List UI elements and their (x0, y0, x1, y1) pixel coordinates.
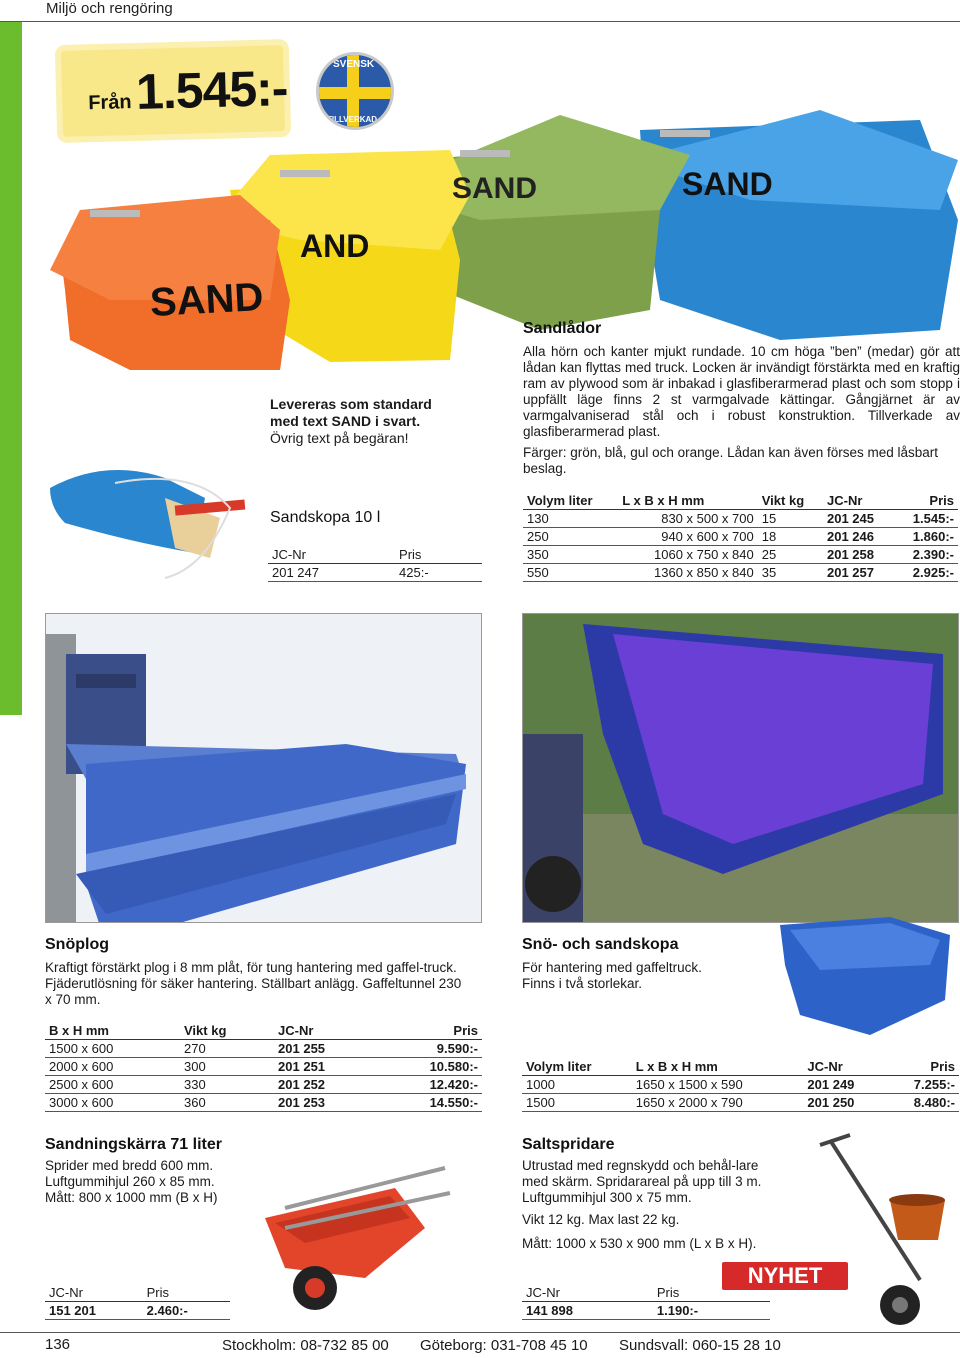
table-cell: 1.190:- (653, 1302, 770, 1320)
snoskopa-small-photo (760, 905, 960, 1045)
table-header: JC-Nr (803, 1058, 885, 1076)
table-cell: 330 (180, 1076, 274, 1094)
saltspridare-table (522, 1284, 770, 1320)
table-cell: 130 (523, 510, 618, 528)
table-cell: 250 (523, 528, 618, 546)
footer-goteborg: Göteborg: 031-708 45 10 (420, 1337, 588, 1354)
table-cell: 201 250 (803, 1094, 885, 1112)
snoplog-photo (45, 613, 482, 923)
table-header: Vikt kg (180, 1022, 274, 1040)
table-cell: 1650 x 1500 x 590 (632, 1076, 804, 1094)
table-row (45, 1076, 482, 1094)
table-row (523, 510, 958, 528)
table-header: JC-Nr (823, 492, 894, 510)
snoskopa-table (522, 1058, 959, 1112)
table-header: Volym liter (522, 1058, 632, 1076)
table-cell: 201 245 (823, 510, 894, 528)
table-header: JC-Nr (45, 1284, 143, 1302)
table-cell: 9.590:- (377, 1040, 482, 1058)
table-cell: 1500 x 600 (45, 1040, 180, 1058)
table-header: L x B x H mm (632, 1058, 804, 1076)
snoskopa-body: För hantering med gaffeltruck. Finns i två storlekar. (522, 960, 702, 991)
table-cell: 35 (758, 564, 823, 582)
table-cell: 201 257 (823, 564, 894, 582)
table-cell: 1.545:- (894, 510, 958, 528)
table-cell: 425:- (395, 564, 482, 582)
table-cell: 25 (758, 546, 823, 564)
sandningskarra-line1: Sprider med bredd 600 mm. (45, 1158, 214, 1173)
table-header: Pris (886, 1058, 959, 1076)
snoplog-body: Kraftigt förstärkt plog i 8 mm plåt, för tung hantering med gaffel-truck. Fjäderutlösning för säker hantering. Ställbart anlägg. Gaffeltunnel 230 x 70 mm. (45, 960, 462, 1007)
snoplog-title: Snöplog (45, 936, 109, 953)
sandningskarra-line2: Luftgummihjul 260 x 85 mm. (45, 1174, 215, 1189)
saltspridare-photo (810, 1130, 955, 1330)
table-cell: 201 255 (274, 1040, 377, 1058)
table-cell: 1.860:- (894, 528, 958, 546)
standard-note-line1: Levereras som standard (270, 396, 432, 412)
sandningskarra-table (45, 1284, 230, 1320)
footer-stockholm: Stockholm: 08-732 85 00 (222, 1337, 389, 1354)
table-cell: 14.550:- (377, 1094, 482, 1112)
table-cell: 360 (180, 1094, 274, 1112)
saltspridare-size: Mått: 1000 x 530 x 900 mm (L x B x H). (522, 1236, 757, 1251)
table-row (45, 1302, 230, 1320)
table-cell: 201 247 (268, 564, 395, 582)
table-row (523, 528, 958, 546)
section-title: Miljö och rengöring (46, 0, 173, 17)
table-row (522, 1302, 770, 1320)
table-cell: 1500 (522, 1094, 632, 1112)
sandningskarra-line3: Mått: 800 x 1000 mm (B x H) (45, 1190, 218, 1205)
table-header: B x H mm (45, 1022, 180, 1040)
table-cell: 550 (523, 564, 618, 582)
table-cell: 350 (523, 546, 618, 564)
footer-divider (0, 1332, 960, 1333)
badge-bottom-text: TILLVERKAD (327, 115, 378, 124)
table-header: Pris (143, 1284, 230, 1302)
table-cell: 300 (180, 1058, 274, 1076)
table-cell: 1060 x 750 x 840 (618, 546, 758, 564)
badge-top-text: SVENSK (333, 59, 375, 70)
table-cell: 1650 x 2000 x 790 (632, 1094, 804, 1112)
sand-label-blue: SAND (682, 166, 773, 202)
table-header: JC-Nr (522, 1284, 653, 1302)
table-row (45, 1040, 482, 1058)
standard-note (270, 396, 432, 447)
standard-note-line2: med text SAND i svart. (270, 413, 421, 429)
table-cell: 3000 x 600 (45, 1094, 180, 1112)
table-cell: 830 x 500 x 700 (618, 510, 758, 528)
table-cell: 2.925:- (894, 564, 958, 582)
table-cell: 7.255:- (886, 1076, 959, 1094)
saltspridare-title: Saltspridare (522, 1136, 615, 1153)
sandningskarra-specs (45, 1158, 218, 1206)
table-cell: 8.480:- (886, 1094, 959, 1112)
table-cell: 1360 x 850 x 840 (618, 564, 758, 582)
table-cell: 201 252 (274, 1076, 377, 1094)
table-cell: 141 898 (522, 1302, 653, 1320)
price-value: 1.545:- (135, 60, 289, 120)
table-row (522, 1076, 959, 1094)
table-header: Pris (894, 492, 958, 510)
footer-sundsvall: Sundsvall: 060-15 28 10 (619, 1337, 781, 1354)
table-header: Volym liter (523, 492, 618, 510)
table-cell: 201 258 (823, 546, 894, 564)
table-cell: 18 (758, 528, 823, 546)
table-cell: 940 x 600 x 700 (618, 528, 758, 546)
sand-label-orange: SAND (148, 275, 265, 325)
section-color-bar (0, 22, 22, 715)
sandningskarra-title: Sandningskärra 71 liter (45, 1136, 222, 1153)
table-header: JC-Nr (274, 1022, 377, 1040)
table-header: Pris (377, 1022, 482, 1040)
price-prefix: Från (88, 91, 132, 115)
snoplog-table (45, 1022, 482, 1112)
table-cell: 1000 (522, 1076, 632, 1094)
nyhet-label: NYHET (747, 1263, 823, 1288)
table-cell: 2500 x 600 (45, 1076, 180, 1094)
sandskopa-table (268, 546, 482, 582)
table-cell: 12.420:- (377, 1076, 482, 1094)
sandlador-body: Alla hörn och kanter mjukt rundade. 10 cm höga ”ben” (medar) gör att lådan kan flyttas med truck. Locken är invändigt förstärkta med en kraftig ram av plywood som är inbakad i glasfiberarmerad plast och som stopp i uppfällt läge finns 2 st varmgalvade kättingar. Gångjärnet är av varmgalvaniserad stål och i robust konstruktion. Tillverkade av glasfiberarmerad plast. (523, 344, 960, 439)
sandlador-colors: Färger: grön, blå, gul och orange. Lådan kan även förses med låsbart beslag. (523, 445, 938, 476)
table-row (45, 1058, 482, 1076)
sand-label-yellow: AND (300, 228, 370, 264)
table-cell: 10.580:- (377, 1058, 482, 1076)
snoskopa-photo (522, 613, 959, 923)
sandskopa-title: Sandskopa 10 l (270, 509, 381, 526)
table-row (523, 546, 958, 564)
table-cell: 151 201 (45, 1302, 143, 1320)
table-cell: 270 (180, 1040, 274, 1058)
page-number: 136 (45, 1336, 71, 1353)
snoskopa-title: Snö- och sandskopa (522, 936, 679, 953)
table-cell: 2.390:- (894, 546, 958, 564)
table-header: Vikt kg (758, 492, 823, 510)
table-header: Pris (395, 546, 482, 564)
sandningskarra-photo (245, 1148, 455, 1318)
sandskopa-photo (45, 458, 255, 583)
table-row (522, 1094, 959, 1112)
saltspridare-weight: Vikt 12 kg. Max last 22 kg. (522, 1212, 680, 1227)
table-row (268, 564, 482, 582)
standard-note-line3: Övrig text på begäran! (270, 430, 409, 446)
table-row (523, 564, 958, 582)
table-cell: 201 249 (803, 1076, 885, 1094)
table-header: JC-Nr (268, 546, 395, 564)
table-cell: 2000 x 600 (45, 1058, 180, 1076)
table-cell: 201 246 (823, 528, 894, 546)
sand-label-olive: SAND (452, 172, 538, 205)
header-divider (0, 21, 960, 22)
table-cell: 201 253 (274, 1094, 377, 1112)
table-cell: 15 (758, 510, 823, 528)
sandlador-table (523, 492, 958, 582)
sandlador-photo (40, 100, 960, 370)
table-header: L x B x H mm (618, 492, 758, 510)
table-cell: 2.460:- (143, 1302, 230, 1320)
table-cell: 201 251 (274, 1058, 377, 1076)
sandlador-title: Sandlådor (523, 320, 602, 337)
saltspridare-body: Utrustad med regnskydd och behål-lare med skärm. Spridarareal på upp till 3 m. Luftgummihjul 300 x 75 mm. (522, 1158, 762, 1205)
table-row (45, 1094, 482, 1112)
table-header: Pris (653, 1284, 770, 1302)
